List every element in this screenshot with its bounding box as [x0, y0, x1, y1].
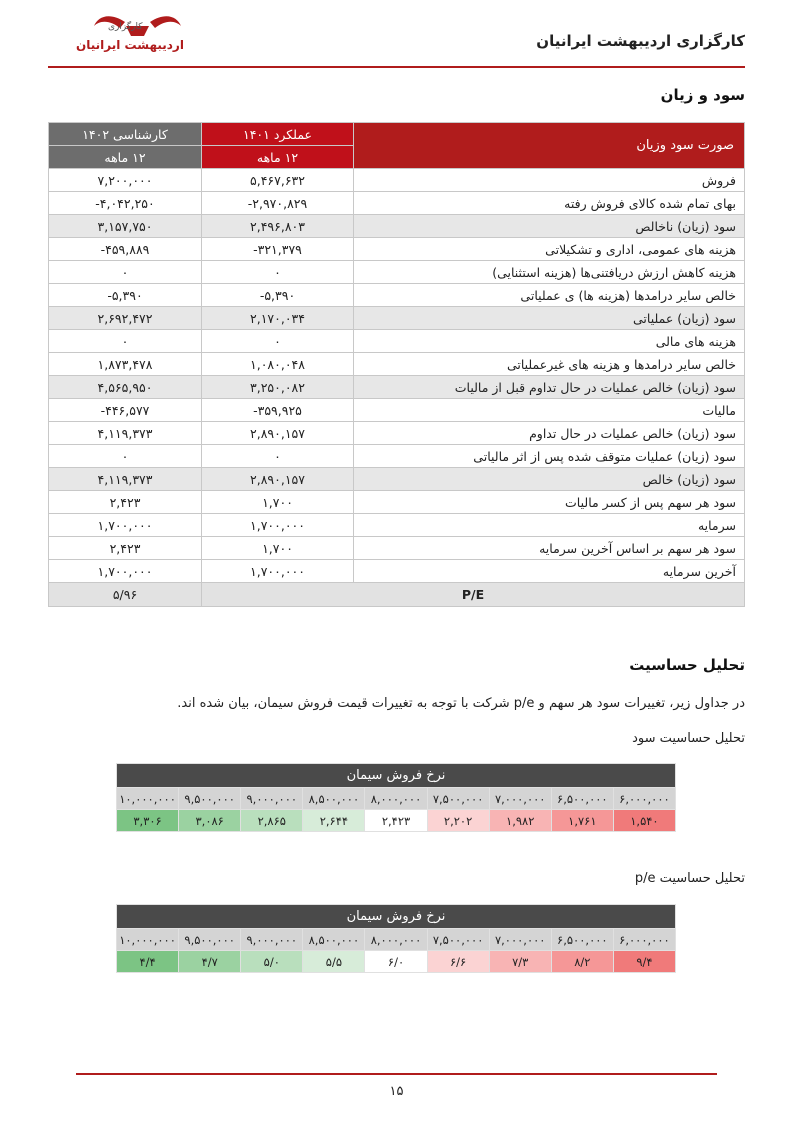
table-row	[49, 422, 745, 445]
table-row	[49, 284, 745, 307]
estimate-value: ۳,۱۵۷,۷۵۰	[49, 215, 202, 238]
estimate-value: ۴,۱۱۹,۳۷۳	[49, 422, 202, 445]
income-section-title: سود و زیان	[660, 86, 745, 104]
estimate-value: ۰	[49, 445, 202, 468]
value-cell: ۲,۸۶۵	[241, 810, 303, 832]
actual-period-header: ۱۲ ماهه	[202, 146, 354, 169]
price-cell: ۷,۵۰۰,۰۰۰	[427, 788, 489, 810]
price-cell: ۱۰,۰۰۰,۰۰۰	[117, 929, 179, 951]
row-label: سرمایه	[354, 514, 745, 537]
table-row	[49, 491, 745, 514]
estimate-period-header: ۱۲ ماهه	[49, 146, 202, 169]
actual-value: ۵,۴۶۷,۶۳۲	[202, 169, 354, 192]
table-row	[49, 238, 745, 261]
actual-value: -۳۲۱,۳۷۹	[202, 238, 354, 261]
page-number: ۱۵	[389, 1084, 404, 1099]
pe-sensitivity-table	[116, 904, 676, 973]
row-label: سود (زیان) خالص عملیات در حال تداوم	[354, 422, 745, 445]
price-cell: ۶,۰۰۰,۰۰۰	[613, 929, 675, 951]
page-header	[0, 0, 793, 68]
price-cell: ۸,۰۰۰,۰۰۰	[365, 929, 427, 951]
value-cell: ۴/۷	[179, 951, 241, 973]
row-label: هزینه های مالی	[354, 330, 745, 353]
actual-value: ۲,۴۹۶,۸۰۳	[202, 215, 354, 238]
price-cell: ۶,۰۰۰,۰۰۰	[613, 788, 675, 810]
value-cell: ۹/۴	[613, 951, 675, 973]
price-cell: ۶,۵۰۰,۰۰۰	[551, 929, 613, 951]
row-label: مالیات	[354, 399, 745, 422]
row-label: هزینه های عمومی، اداری و تشکیلاتی	[354, 238, 745, 261]
estimate-value: -۴۵۹,۸۸۹	[49, 238, 202, 261]
estimate-value: ۲,۶۹۲,۴۷۲	[49, 307, 202, 330]
price-cell: ۷,۰۰۰,۰۰۰	[489, 788, 551, 810]
actual-value: -۵,۳۹۰	[202, 284, 354, 307]
actual-value: ۲,۸۹۰,۱۵۷	[202, 422, 354, 445]
price-cell: ۹,۰۰۰,۰۰۰	[241, 929, 303, 951]
sensitivity-section-title: تحلیل حساسیت	[629, 656, 745, 674]
price-cell: ۸,۵۰۰,۰۰۰	[303, 929, 365, 951]
actual-value: -۲,۹۷۰,۸۲۹	[202, 192, 354, 215]
value-cell: ۵/۵	[303, 951, 365, 973]
item-column-header: صورت سود وزیان	[354, 123, 745, 169]
table-row	[49, 330, 745, 353]
estimate-value: ۰	[49, 330, 202, 353]
table-row	[49, 169, 745, 192]
estimate-value: -۵,۳۹۰	[49, 284, 202, 307]
pe-row	[49, 583, 745, 607]
table-row	[49, 537, 745, 560]
row-label: خالص سایر درامدها (هزینه ها) ی عملیاتی	[354, 284, 745, 307]
row-label: بهای تمام شده کالای فروش رفته	[354, 192, 745, 215]
value-cell: ۴/۴	[117, 951, 179, 973]
row-label: سود (زیان) ناخالص	[354, 215, 745, 238]
table-row	[49, 215, 745, 238]
value-cell: ۲,۴۲۳	[365, 810, 427, 832]
pe-table-header: نرخ فروش سیمان	[117, 905, 676, 929]
eps-sensitivity-caption: تحلیل حساسیت سود	[632, 731, 745, 746]
actual-value: ۱,۷۰۰	[202, 491, 354, 514]
footer-divider	[76, 1073, 717, 1075]
row-label: سود (زیان) عملیات متوقف شده پس از اثر مالیاتی	[354, 445, 745, 468]
value-cell: ۵/۰	[241, 951, 303, 973]
estimate-value: ۴,۱۱۹,۳۷۳	[49, 468, 202, 491]
pe-label: P/E	[202, 583, 745, 607]
table-row	[49, 514, 745, 537]
table-row	[49, 560, 745, 583]
row-label: هزینه کاهش ارزش دریافتنی‌ها (هزینه استثنایی)	[354, 261, 745, 284]
price-cell: ۸,۰۰۰,۰۰۰	[365, 788, 427, 810]
estimate-value: ۲,۴۲۳	[49, 537, 202, 560]
estimate-value: ۱,۷۰۰,۰۰۰	[49, 560, 202, 583]
row-label: خالص سایر درامدها و هزینه های غیرعملیاتی	[354, 353, 745, 376]
header-divider	[48, 66, 745, 68]
table-row	[49, 307, 745, 330]
value-cell: ۷/۳	[489, 951, 551, 973]
value-cell: ۶/۰	[365, 951, 427, 973]
actual-value: ۱,۷۰۰,۰۰۰	[202, 560, 354, 583]
row-label: سود هر سهم بر اساس آخرین سرمایه	[354, 537, 745, 560]
actual-column-header: عملکرد ۱۴۰۱	[202, 123, 354, 146]
price-cell: ۶,۵۰۰,۰۰۰	[551, 788, 613, 810]
price-cell: ۹,۰۰۰,۰۰۰	[241, 788, 303, 810]
value-cell: ۱,۹۸۲	[489, 810, 551, 832]
table-row	[49, 353, 745, 376]
value-cell: ۳,۰۸۶	[179, 810, 241, 832]
row-label: فروش	[354, 169, 745, 192]
price-cell: ۹,۵۰۰,۰۰۰	[179, 929, 241, 951]
estimate-value: ۰	[49, 261, 202, 284]
estimate-value: -۴۴۶,۵۷۷	[49, 399, 202, 422]
value-cell: ۶/۶	[427, 951, 489, 973]
row-label: سود (زیان) خالص عملیات در حال تداوم قبل از مالیات	[354, 376, 745, 399]
brand-title: کارگزاری اردیبهشت ایرانیان	[536, 32, 745, 50]
sensitivity-intro: در جداول زیر، تغییرات سود هر سهم و p/e شرکت با توجه به تغییرات قیمت فروش سیمان، بیان شده اند.	[177, 696, 745, 711]
actual-value: ۰	[202, 261, 354, 284]
actual-value: ۱,۷۰۰	[202, 537, 354, 560]
income-statement-table	[48, 122, 745, 607]
row-label: آخرین سرمایه	[354, 560, 745, 583]
price-cell: ۷,۰۰۰,۰۰۰	[489, 929, 551, 951]
table-row	[49, 192, 745, 215]
value-cell: ۱,۵۴۰	[613, 810, 675, 832]
price-cell: ۱۰,۰۰۰,۰۰۰	[117, 788, 179, 810]
value-cell: ۱,۷۶۱	[551, 810, 613, 832]
actual-value: ۱,۷۰۰,۰۰۰	[202, 514, 354, 537]
actual-value: ۲,۸۹۰,۱۵۷	[202, 468, 354, 491]
estimate-value: ۱,۸۷۳,۴۷۸	[49, 353, 202, 376]
actual-value: ۰	[202, 445, 354, 468]
price-cell: ۹,۵۰۰,۰۰۰	[179, 788, 241, 810]
row-label: سود (زیان) خالص	[354, 468, 745, 491]
eps-sensitivity-table	[116, 763, 676, 832]
brand-logo	[70, 8, 190, 58]
row-label: سود (زیان) عملیاتی	[354, 307, 745, 330]
actual-value: ۲,۱۷۰,۰۳۴	[202, 307, 354, 330]
price-cell: ۷,۵۰۰,۰۰۰	[427, 929, 489, 951]
table-row	[49, 399, 745, 422]
value-cell: ۲,۲۰۲	[427, 810, 489, 832]
value-cell: ۲,۶۴۴	[303, 810, 365, 832]
actual-value: ۰	[202, 330, 354, 353]
row-label: سود هر سهم پس از کسر مالیات	[354, 491, 745, 514]
table-row	[49, 261, 745, 284]
actual-value: ۱,۰۸۰,۰۴۸	[202, 353, 354, 376]
actual-value: ۳,۲۵۰,۰۸۲	[202, 376, 354, 399]
value-cell: ۸/۲	[551, 951, 613, 973]
actual-value: -۳۵۹,۹۲۵	[202, 399, 354, 422]
estimate-value: ۷,۲۰۰,۰۰۰	[49, 169, 202, 192]
eps-table-header: نرخ فروش سیمان	[117, 764, 676, 788]
logo-caption: کارگزاری	[108, 22, 143, 32]
estimate-value: ۲,۴۲۳	[49, 491, 202, 514]
estimate-column-header: کارشناسی ۱۴۰۲	[49, 123, 202, 146]
pe-sensitivity-caption: تحلیل حساسیت p/e	[634, 871, 745, 886]
estimate-value: ۱,۷۰۰,۰۰۰	[49, 514, 202, 537]
table-row	[49, 376, 745, 399]
estimate-value: -۴,۰۴۲,۲۵۰	[49, 192, 202, 215]
table-row	[49, 445, 745, 468]
value-cell: ۳,۳۰۶	[117, 810, 179, 832]
price-cell: ۸,۵۰۰,۰۰۰	[303, 788, 365, 810]
pe-value: ۵/۹۶	[49, 583, 202, 607]
table-row	[49, 468, 745, 491]
estimate-value: ۴,۵۶۵,۹۵۰	[49, 376, 202, 399]
logo-wordmark: اردیبهشت ایرانیان	[76, 38, 184, 52]
